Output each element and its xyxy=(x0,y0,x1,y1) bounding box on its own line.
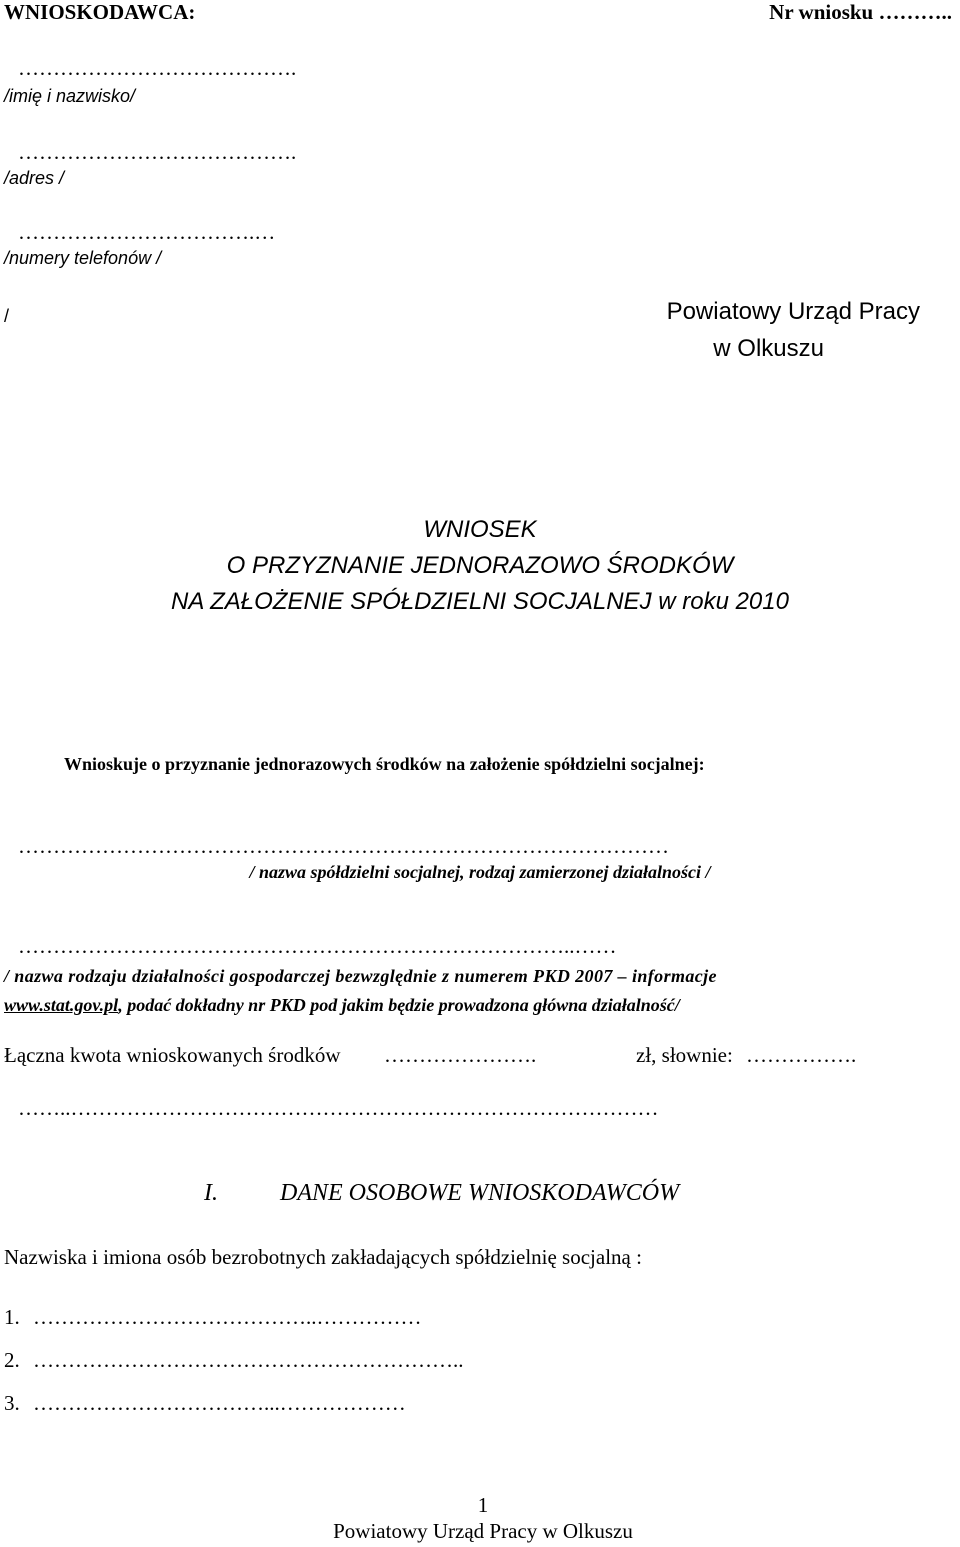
slash-mark: / xyxy=(4,306,10,326)
phone-hint: /numery telefonów / xyxy=(4,248,162,268)
list-item-dots: …………………………………………………….. xyxy=(33,1348,464,1372)
amount-words-line-2: ……..………………………………………………………………………… xyxy=(18,1096,659,1120)
name-dots: …………………………………. xyxy=(18,56,297,80)
activity-dots: ……………………………………………………………………..…… xyxy=(18,934,617,958)
section-intro: Nazwiska i imiona osób bezrobotnych zakładających spółdzielnię socjalną : xyxy=(4,1245,642,1269)
list-item-number: 2. xyxy=(4,1348,20,1372)
amount-label: Łączna kwota wnioskowanych środków xyxy=(4,1043,341,1067)
request-intro: Wnioskuje o przyznanie jednorazowych środków na założenie spółdzielni socjalnej: xyxy=(64,754,705,774)
list-item-number: 3. xyxy=(4,1391,20,1415)
activity-hint-text: , podać dokładny nr PKD pod jakim będzie prowadzona główna działalność/ xyxy=(118,995,680,1015)
title-line-1: WNIOSEK xyxy=(423,516,537,543)
title-line-3: NA ZAŁOŻENIE SPÓŁDZIELNI SOCJALNEJ w roku 2010 xyxy=(171,588,789,615)
page-number: 1 xyxy=(477,1493,489,1517)
office-name: Powiatowy Urząd Pracy xyxy=(666,298,920,325)
section-number: I. xyxy=(204,1180,218,1206)
footer-text: Powiatowy Urząd Pracy w Olkuszu xyxy=(333,1519,633,1543)
address-hint: /adres / xyxy=(4,168,65,188)
amount-words-dots: ……………. xyxy=(746,1043,857,1067)
activity-hint-line-2 xyxy=(4,995,680,1016)
coop-hint: / nazwa spółdzielni socjalnej, rodzaj zamierzonej działalności / xyxy=(249,862,711,882)
list-item xyxy=(4,1391,406,1416)
coop-dots: ………………………………………………………………………………… xyxy=(18,834,669,858)
office-city: w Olkuszu xyxy=(713,335,824,362)
title-line-2: O PRZYZNANIE JEDNORAZOWO ŚRODKÓW xyxy=(226,552,734,579)
activity-hint-line-1: / nazwa rodzaju działalności gospodarczej bezwzględnie z numerem PKD 2007 – informacje xyxy=(4,966,717,986)
amount-dots: …………………. xyxy=(384,1043,537,1067)
phone-dots: …………………………….… xyxy=(18,220,276,244)
request-number: Nr wniosku ……….. xyxy=(769,0,952,24)
list-item-dots: ……………………………...……………… xyxy=(33,1391,406,1415)
address-dots: …………………………………. xyxy=(18,140,297,164)
list-item-number: 1. xyxy=(4,1305,20,1329)
applicant-label: WNIOSKODAWCA: xyxy=(4,0,196,24)
name-hint: /imię i nazwisko/ xyxy=(4,86,136,106)
list-item xyxy=(4,1305,422,1330)
list-item-dots: …………………………………..…………… xyxy=(33,1305,422,1329)
list-item xyxy=(4,1348,464,1373)
stat-gov-link[interactable]: www.stat.gov.pl xyxy=(4,995,119,1015)
section-title: DANE OSOBOWE WNIOSKODAWCÓW xyxy=(280,1180,680,1206)
amount-unit: zł, słownie: xyxy=(636,1043,733,1067)
